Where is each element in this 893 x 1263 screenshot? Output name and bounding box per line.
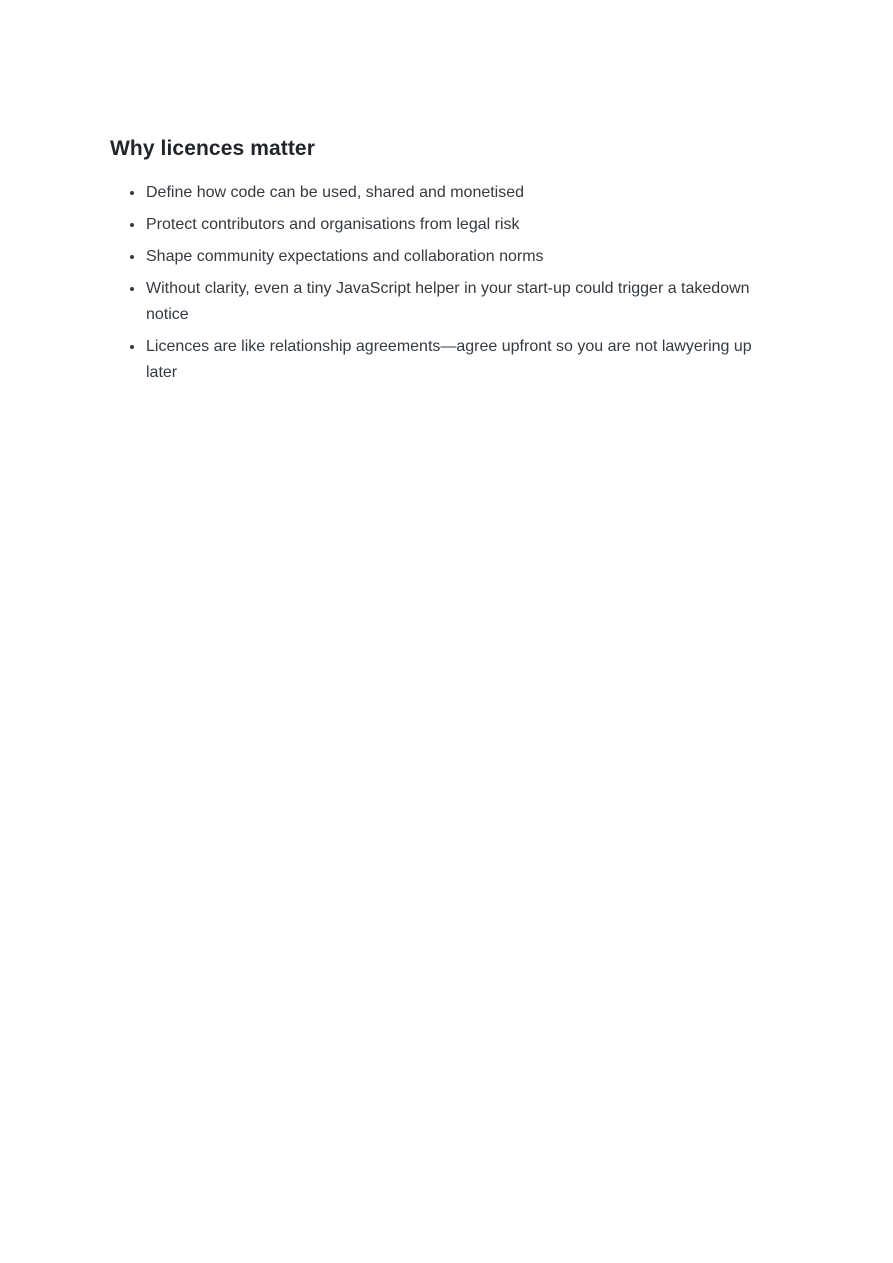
list-item-text: Shape community expectations and collaboration norms: [146, 248, 544, 266]
list-item: [145, 243, 786, 270]
list-item: [145, 211, 786, 238]
list-item: [145, 333, 786, 386]
list-item: [145, 275, 786, 328]
list-item-text: Licences are like relationship agreements—agree upfront so you are not lawyering up later: [146, 338, 752, 382]
list-item-text: Without clarity, even a tiny JavaScript helper in your start-up could trigger a takedown notice: [146, 280, 750, 324]
list-item: [145, 179, 786, 206]
content-area: [110, 136, 786, 391]
list-item-text: Define how code can be used, shared and monetised: [146, 184, 525, 202]
list-item-text: Protect contributors and organisations from legal risk: [146, 216, 520, 234]
page-title: Why licences matter: [110, 137, 315, 160]
bullet-list: [110, 179, 786, 386]
